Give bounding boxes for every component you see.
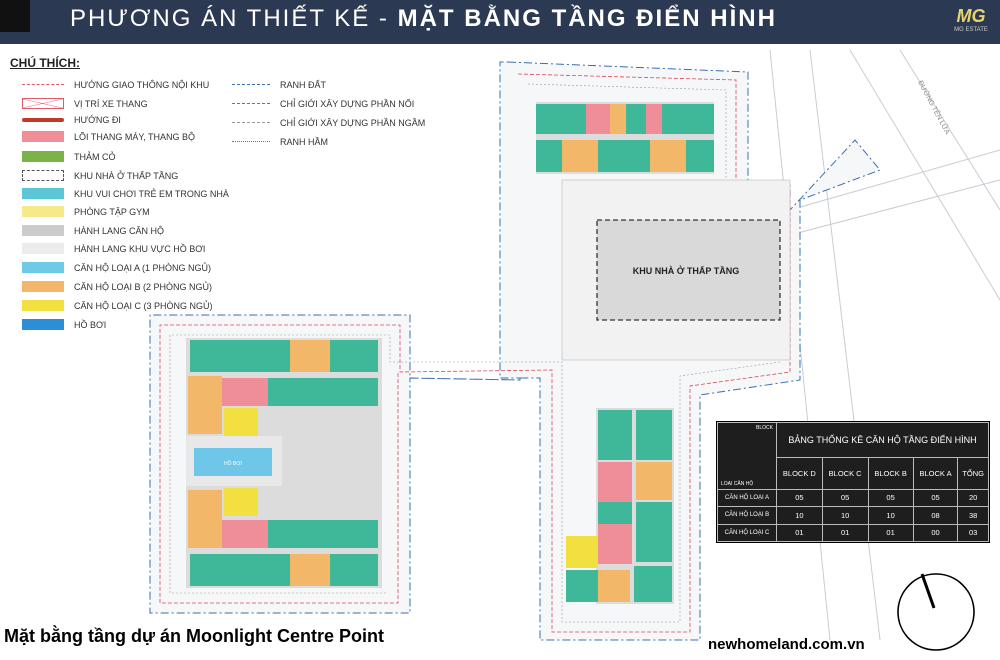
unit-stats-table [716, 421, 990, 543]
header-banner [0, 0, 1000, 44]
caption: Mặt bằng tầng dự án Moonlight Centre Point [4, 626, 385, 646]
block-left [186, 338, 382, 588]
road [770, 50, 1000, 640]
legend-label: THẢM CỎ [74, 151, 116, 162]
legend-swatch [22, 243, 64, 254]
page-title [70, 5, 777, 33]
logo-text: MG [956, 6, 986, 26]
legend-label: CĂN HỘ LOẠI B (2 PHÒNG NGỦ) [74, 281, 213, 292]
legend-item [22, 130, 195, 143]
legend-swatch [22, 262, 64, 273]
legend-line-swatch [232, 84, 270, 85]
logo-subtext: MG ESTATE [954, 27, 988, 33]
legend-line-item [232, 97, 414, 110]
legend-item [22, 242, 205, 255]
table-cell: 05 [913, 489, 958, 507]
table-cell: 20 [958, 489, 989, 507]
legend-item [22, 78, 209, 91]
brand-logo [948, 6, 994, 38]
north-compass-icon [898, 574, 974, 650]
legend-item [22, 187, 229, 200]
legend-swatch [22, 84, 64, 85]
legend-swatch [22, 131, 64, 142]
legend-swatch [22, 98, 64, 109]
legend-swatch [22, 170, 64, 181]
legend-item [22, 261, 211, 274]
legend-swatch [22, 225, 64, 236]
legend-label: PHÒNG TẬP GYM [74, 206, 150, 217]
pool-label: HỒ BƠI [224, 461, 242, 467]
legend-item [22, 318, 106, 331]
block-top [536, 102, 714, 174]
table-cell: 10 [822, 507, 868, 525]
legend-line-item [232, 135, 328, 148]
legend-label: HÀNH LANG CĂN HỘ [74, 225, 165, 236]
legend-line-swatch [232, 103, 270, 104]
table-column-header: TỔNG [958, 458, 989, 490]
table-title: BẢNG THỐNG KÊ CĂN HỘ TẦNG ĐIỂN HÌNH [777, 423, 989, 458]
legend-line-swatch [232, 141, 270, 142]
legend-swatch [22, 319, 64, 330]
legend-swatch [22, 300, 64, 311]
header-dark-tab [0, 0, 30, 32]
table-row [718, 507, 989, 525]
table-row [718, 489, 989, 507]
legend-swatch [22, 281, 64, 292]
legend-item [22, 299, 213, 312]
legend-item [22, 205, 150, 218]
table-cell: 03 [958, 524, 989, 542]
table-cell: 10 [868, 507, 913, 525]
legend-label: KHU VUI CHƠI TRẺ EM TRONG NHÀ [74, 188, 229, 199]
table-cell: 10 [777, 507, 823, 525]
legend-swatch [22, 118, 64, 122]
table-column-header: BLOCK A [913, 458, 958, 490]
table-cell: 38 [958, 507, 989, 525]
legend-item [22, 224, 164, 237]
table-column-header: BLOCK B [868, 458, 913, 490]
table-cell: 08 [913, 507, 958, 525]
legend [10, 56, 426, 330]
table-cell: 05 [868, 489, 913, 507]
table-row-label: CĂN HỘ LOẠI C [718, 524, 777, 542]
legend-label: CĂN HỘ LOẠI A (1 PHÒNG NGỦ) [74, 262, 212, 273]
legend-label: VỊ TRÍ XE THANG [74, 98, 148, 109]
legend-title: CHÚ THÍCH: [10, 56, 80, 70]
table-row-label: CĂN HỘ LOẠI B [718, 507, 777, 525]
legend-line-label: RANH ĐẤT [280, 79, 327, 90]
legend-line-label: RANH HẦM [280, 136, 329, 147]
table-cell: 01 [868, 524, 913, 542]
table-row-label: CĂN HỘ LOẠI A [718, 489, 777, 507]
title-bold: MẶT BẰNG TẦNG ĐIỂN HÌNH [397, 5, 777, 32]
legend-swatch [22, 151, 64, 162]
legend-line-swatch [232, 122, 270, 123]
legend-label: HƯỚNG ĐI [74, 114, 121, 125]
legend-line-label: CHỈ GIỚI XÂY DỰNG PHẦN NỔI [280, 98, 415, 109]
legend-label: HỒ BƠI [74, 319, 107, 330]
corner-type: LOẠI CĂN HỘ [721, 480, 754, 487]
legend-item [22, 113, 121, 126]
legend-label: LÕI THANG MÁY, THANG BỘ [74, 131, 196, 142]
table-cell: 01 [822, 524, 868, 542]
legend-line-label: CHỈ GIỚI XÂY DỰNG PHẦN NGẦM [280, 117, 426, 128]
legend-swatch [22, 206, 64, 217]
website: newhomeland.com.vn [708, 636, 865, 653]
legend-line-item [232, 116, 425, 129]
lowrise-label: KHU NHÀ Ở THẤP TẦNG [632, 266, 740, 276]
table-cell: 05 [822, 489, 868, 507]
legend-item [22, 169, 178, 182]
legend-label: KHU NHÀ Ở THẤP TẦNG [74, 170, 179, 181]
legend-swatch [22, 188, 64, 199]
title-light: PHƯƠNG ÁN THIẾT KẾ - [70, 5, 389, 32]
table-column-header: BLOCK C [822, 458, 868, 490]
table-body [718, 489, 989, 542]
legend-label: HƯỚNG GIAO THÔNG NỘI KHU [74, 79, 210, 90]
table-corner [718, 423, 777, 490]
corner-block: BLOCK [756, 425, 773, 431]
table-cell: 05 [777, 489, 823, 507]
legend-item [22, 280, 212, 293]
road-label: ĐƯỜNG TÊN LỬA [916, 79, 951, 136]
table-cell: 01 [777, 524, 823, 542]
table-row [718, 524, 989, 542]
legend-label: CĂN HỘ LOẠI C (3 PHÒNG NGỦ) [74, 300, 213, 311]
legend-item [22, 97, 148, 110]
legend-item [22, 150, 116, 163]
legend-line-item [232, 78, 326, 91]
table-cell: 00 [913, 524, 958, 542]
legend-label: HÀNH LANG KHU VỰC HỒ BƠI [74, 243, 206, 254]
table-column-header: BLOCK D [777, 458, 823, 490]
